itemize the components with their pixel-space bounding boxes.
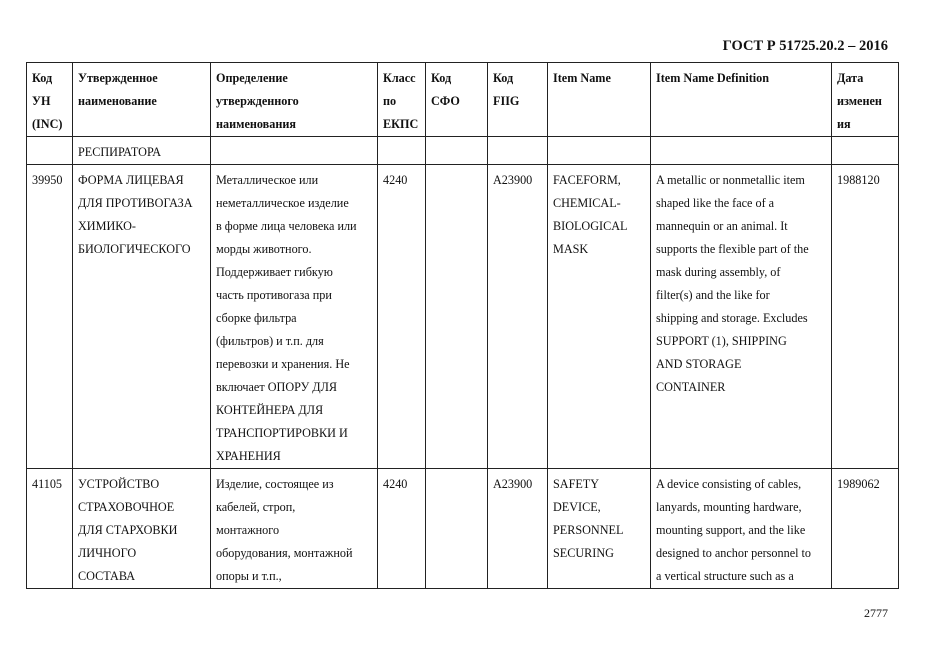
cell-ekps-class: 4240 (378, 165, 426, 469)
header-item-name-definition: Item Name Definition (651, 63, 832, 137)
cell-item-name: SAFETY DEVICE, PERSONNEL SECURING (548, 469, 651, 589)
header-sfo-code: Код СФО (426, 63, 488, 137)
cell-approved-name: РЕСПИРАТОРА (73, 137, 211, 165)
table-row (27, 165, 899, 469)
cell-fiig-code: A23900 (488, 165, 548, 469)
cell-name-definition: Металлическое или неметаллическое изделие в форме лица человека или морды животного. Поддерживает гибкую часть противогаза при сборке фильтра (фильтров) и т.п. для перевозки и хранения. Не включает ОПОРУ ДЛЯ КОНТЕЙНЕРА ДЛЯ ТРАНСПОРТИРОВКИ И ХРАНЕНИЯ (211, 165, 378, 469)
cell-approved-name: УСТРОЙСТВО СТРАХОВОЧНОЕ ДЛЯ СТАРХОВКИ ЛИЧНОГО СОСТАВА (73, 469, 211, 589)
table-header-row (27, 63, 899, 137)
cell-sfo-code (426, 469, 488, 589)
table-row (27, 137, 899, 165)
cell-change-date: 1988120 (832, 165, 899, 469)
cell-sfo-code (426, 165, 488, 469)
table-row (27, 469, 899, 589)
cell-ekps-class: 4240 (378, 469, 426, 589)
document-header: ГОСТ Р 51725.20.2 – 2016 (722, 38, 888, 54)
cell-ekps-class (378, 137, 426, 165)
cell-inc-code (27, 137, 73, 165)
cell-item-name-definition: A device consisting of cables, lanyards, mounting hardware, mounting support, and the like designed to anchor personnel to a vertical structure such as a (651, 469, 832, 589)
header-item-name: Item Name (548, 63, 651, 137)
cell-fiig-code: A23900 (488, 469, 548, 589)
cell-inc-code: 39950 (27, 165, 73, 469)
cell-approved-name: ФОРМА ЛИЦЕВАЯ ДЛЯ ПРОТИВОГАЗА ХИМИКО- БИОЛОГИЧЕСКОГО (73, 165, 211, 469)
cell-change-date (832, 137, 899, 165)
header-change-date: Дата изменен ия (832, 63, 899, 137)
cell-name-definition (211, 137, 378, 165)
header-inc-code: Код УН (INC) (27, 63, 73, 137)
cell-fiig-code (488, 137, 548, 165)
header-fiig-code: Код FIIG (488, 63, 548, 137)
cell-inc-code: 41105 (27, 469, 73, 589)
cell-sfo-code (426, 137, 488, 165)
header-name-definition: Определение утвержденного наименования (211, 63, 378, 137)
cell-item-name: FACEFORM, CHEMICAL- BIOLOGICAL MASK (548, 165, 651, 469)
items-table (26, 62, 899, 589)
header-approved-name: Утвержденное наименование (73, 63, 211, 137)
cell-item-name-definition: A metallic or nonmetallic item shaped like the face of a mannequin or an animal. It supports the flexible part of the mask during assembly, of filter(s) and the like for shipping and storage. Excludes SUPPORT (1), SHIPPING AND STORAGE CONTAINER (651, 165, 832, 469)
cell-item-name-definition (651, 137, 832, 165)
page-number: 2777 (864, 606, 888, 620)
cell-name-definition: Изделие, состоящее из кабелей, строп, монтажного оборудования, монтажной опоры и т.п., (211, 469, 378, 589)
cell-item-name (548, 137, 651, 165)
cell-change-date: 1989062 (832, 469, 899, 589)
header-ekps-class: Класс по ЕКПС (378, 63, 426, 137)
